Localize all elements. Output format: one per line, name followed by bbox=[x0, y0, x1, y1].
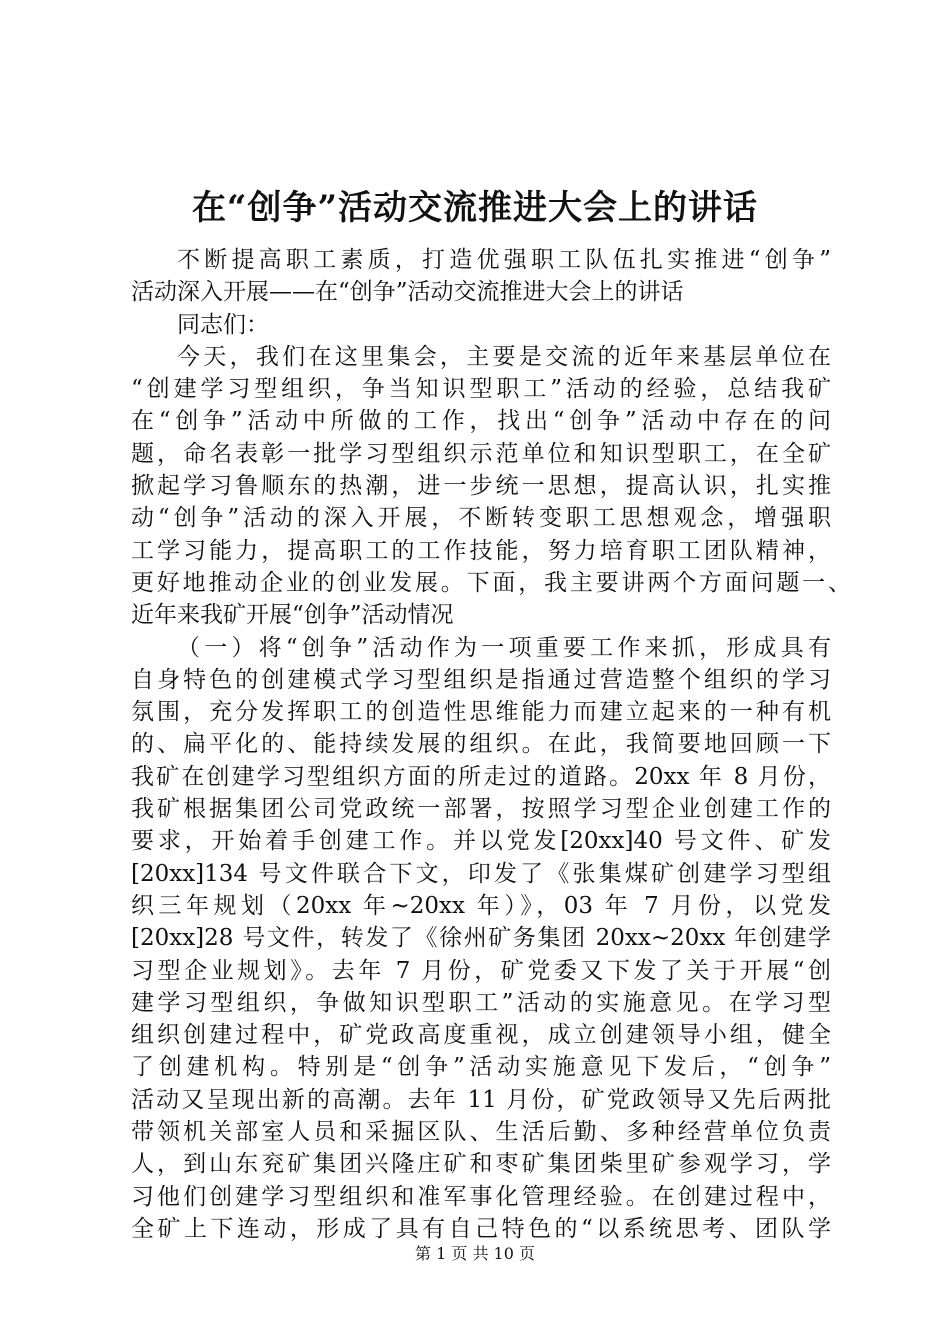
body-line: 建学习型组织，争做知识型职工”活动的实施意见。在学习型 bbox=[131, 989, 831, 1016]
body-line: 题，命名表彰一批学习型组织示范单位和知识型职工，在全矿 bbox=[131, 440, 831, 467]
body-line: 掀起学习鲁顺东的热潮，进一步统一思想，提高认识，扎实推 bbox=[131, 473, 831, 500]
body-line: 我矿在创建学习型组织方面的所走过的道路。20xx 年 8 月份， bbox=[131, 763, 831, 790]
subsection-heading: （一）将“创争”活动作为一项重要工作来抓，形成具有 bbox=[177, 634, 831, 661]
document-body bbox=[131, 244, 851, 1245]
section-heading: 近年来我矿开展“创争”活动情况 bbox=[131, 602, 454, 629]
body-line: “创建学习型组织，争当知识型职工”活动的经验，总结我矿 bbox=[131, 376, 831, 403]
body-line: 动“创争”活动的深入开展，不断转变职工思想观念，增强职 bbox=[131, 505, 831, 532]
body-line: 活动深入开展——在“创争”活动交流推进大会上的讲话 bbox=[131, 279, 684, 306]
body-line: 习型企业规划》。去年 7 月份，矿党委又下发了关于开展“创 bbox=[131, 957, 831, 984]
body-line: [20xx]28 号文件，转发了《徐州矿务集团 20xx~20xx 年创建学 bbox=[131, 925, 831, 952]
body-line: 了创建机构。特别是“创争”活动实施意见下发后，“创争” bbox=[131, 1054, 831, 1081]
salutation: 同志们： bbox=[177, 311, 269, 338]
body-line: 活动又呈现出新的高潮。去年 11 月份，矿党政领导又先后两批 bbox=[131, 1086, 831, 1113]
body-line: 在“创争”活动中所做的工作，找出“创争”活动中存在的问 bbox=[131, 408, 831, 435]
body-line: 不断提高职工素质，打造优强职工队伍扎实推进“创争” bbox=[177, 247, 831, 273]
body-line: 全矿上下连动，形成了具有自己特色的“以系统思考、团队学 bbox=[131, 1215, 831, 1242]
body-line: 织三年规划（20xx 年~20xx 年）》，03 年 7 月份，以党发 bbox=[131, 892, 831, 919]
document-title: 在“创争”活动交流推进大会上的讲话 bbox=[191, 188, 759, 228]
body-line: 工学习能力，提高职工的工作技能，努力培育职工团队精神， bbox=[131, 537, 831, 564]
body-line: 人，到山东兖矿集团兴隆庄矿和枣矿集团柴里矿参观学习，学 bbox=[131, 1151, 831, 1178]
body-line: 自身特色的创建模式学习型组织是指通过营造整个组织的学习 bbox=[131, 666, 831, 693]
body-line: 的、扁平化的、能持续发展的组织。在此，我简要地回顾一下 bbox=[131, 731, 831, 758]
body-line: 带领机关部室人员和采掘区队、生活后勤、多种经营单位负责 bbox=[131, 1119, 831, 1146]
body-line: [20xx]134 号文件联合下文，印发了《张集煤矿创建学习型组 bbox=[131, 860, 831, 887]
body-line: 我矿根据集团公司党政统一部署，按照学习型企业创建工作的 bbox=[131, 796, 831, 823]
body-line: 氛围，充分发挥职工的创造性思维能力而建立起来的一种有机 bbox=[131, 699, 831, 726]
body-line: 要求，开始着手创建工作。并以党发[20xx]40 号文件、矿发 bbox=[131, 828, 831, 855]
body-line: 今天，我们在这里集会，主要是交流的近年来基层单位在 bbox=[177, 343, 831, 370]
page-number-footer: 第 1 页 共 10 页 bbox=[415, 1244, 535, 1263]
body-line: 更好地推动企业的创业发展。下面，我主要讲两个方面问题一、 bbox=[131, 569, 851, 596]
body-line: 习他们创建学习型组织和准军事化管理经验。在创建过程中， bbox=[131, 1183, 831, 1210]
body-line: 组织创建过程中，矿党政高度重视，成立创建领导小组，健全 bbox=[131, 1022, 831, 1049]
